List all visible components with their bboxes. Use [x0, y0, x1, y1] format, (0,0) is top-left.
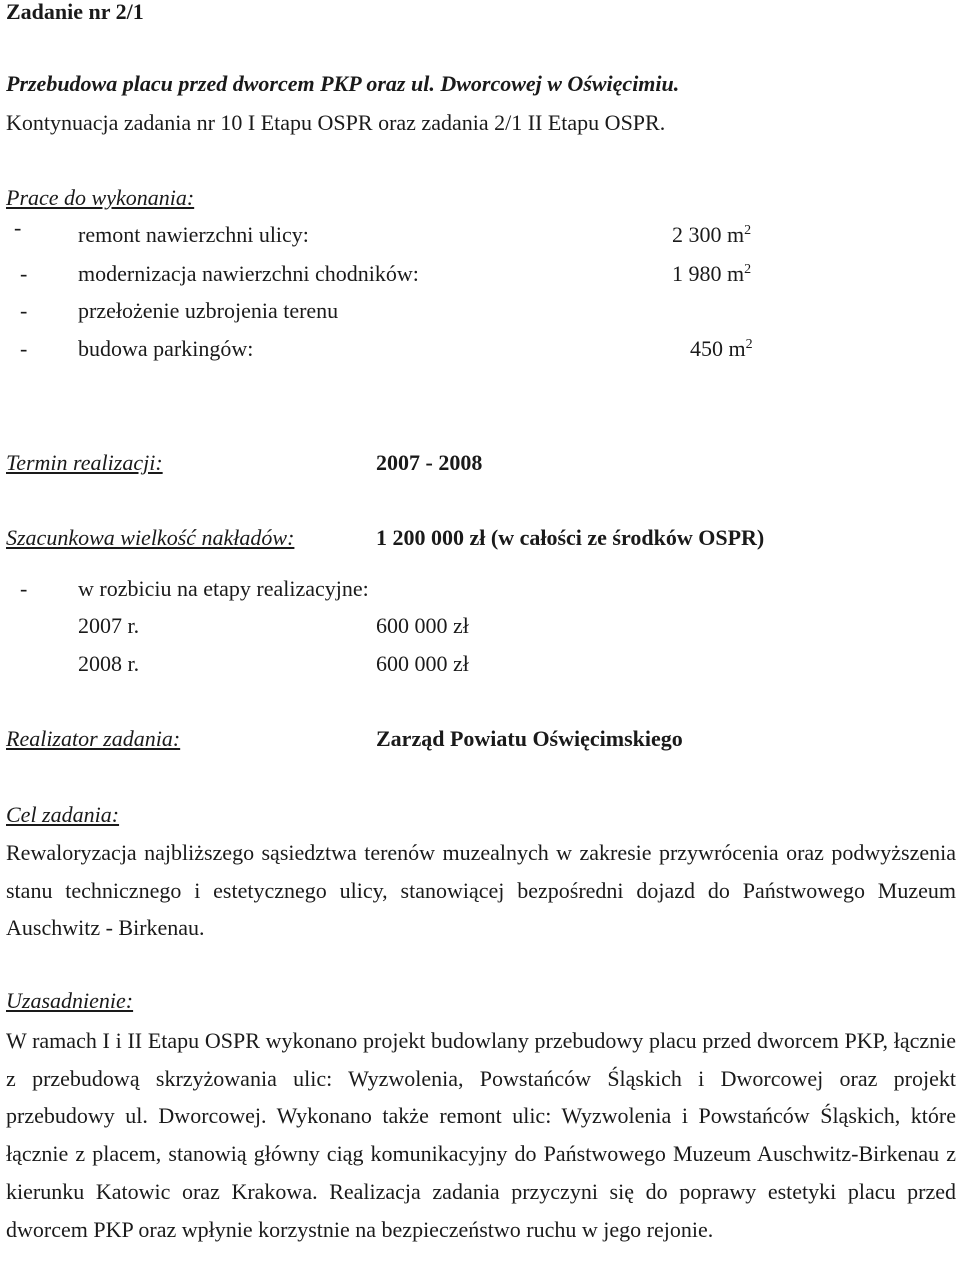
list-dash: -	[20, 576, 28, 601]
works-label: Prace do wykonania:	[6, 185, 195, 210]
breakdown-amount: 600 000 zł	[376, 651, 469, 676]
unit-superscript: 2	[745, 337, 753, 352]
executor-label: Realizator zadania:	[6, 726, 181, 751]
amount-value: 450 m	[690, 336, 746, 361]
continuation-note: Kontynuacja zadania nr 10 I Etapu OSPR oraz zadania 2/1 II Etapu OSPR.	[6, 110, 666, 135]
list-dash: -	[14, 215, 22, 240]
cost-row	[6, 524, 946, 552]
list-dash: -	[20, 298, 28, 323]
term-value: 2007 - 2008	[376, 450, 483, 475]
task-heading: Zadanie nr 2/1	[6, 0, 144, 24]
work-item-text: modernizacja nawierzchni chodników:	[78, 261, 419, 286]
amount-value: 1 980 m	[672, 261, 745, 286]
list-dash: -	[20, 336, 28, 361]
executor-row	[6, 725, 946, 753]
breakdown-amount: 600 000 zł	[376, 613, 469, 638]
goal-text: Rewaloryzacja najbliższego sąsiedztwa terenów muzealnych w zakresie przywrócenia oraz podwyższenia stanu technicznego i estetycznego ulicy, stanowiącej bezpośredni dojazd do Państwowego Muzeum Auschwitz - Birkenau.	[6, 840, 956, 941]
list-dash: -	[20, 261, 28, 286]
unit-superscript: 2	[744, 262, 752, 277]
term-row	[6, 449, 946, 477]
executor-value: Zarząd Powiatu Oświęcimskiego	[376, 726, 683, 751]
unit-superscript: 2	[744, 223, 752, 238]
term-label: Termin realizacji:	[6, 450, 163, 475]
work-item-text: budowa parkingów:	[78, 336, 254, 361]
work-item-amount	[672, 221, 751, 249]
work-item-amount	[690, 335, 753, 363]
justification-label: Uzasadnienie:	[6, 988, 134, 1013]
goal-label: Cel zadania:	[6, 802, 120, 827]
justification-text: W ramach I i II Etapu OSPR wykonano projekt budowlany przebudowy placu przed dworcem PKP, łącznie z przebudową skrzyżowania ulic: Wyzwolenia, Powstańców Śląskich i Dworcowej oraz projekt przebudowy ul. Dworcowej. Wykonano także remont ulic: Wyzwolenia i Powstańców Śląskich, które łącznie z placem, stanowią główny ciąg komunikacyjny do Państwowego Muzeum Auschwitz-Birkenau z kierunku Katowic oraz Krakowa. Realizacja zadania przyczyni się do poprawy estetyki placu przed dworcem PKP oraz wpłynie korzystnie na bezpieczeństwo ruchu w jego rejonie.	[6, 1028, 956, 1242]
work-item-text: przełożenie uzbrojenia terenu	[78, 298, 339, 323]
task-title: Przebudowa placu przed dworcem PKP oraz ul. Dworcowej w Oświęcimiu.	[6, 71, 680, 96]
work-item-text: remont nawierzchni ulicy:	[78, 222, 309, 247]
breakdown-label: w rozbiciu na etapy realizacyjne:	[78, 576, 369, 601]
cost-label: Szacunkowa wielkość nakładów:	[6, 525, 295, 550]
cost-value: 1 200 000 zł (w całości ze środków OSPR)	[376, 525, 765, 550]
breakdown-year: 2008 r.	[78, 651, 140, 676]
amount-value: 2 300 m	[672, 222, 745, 247]
work-item-amount	[672, 260, 751, 288]
breakdown-year: 2007 r.	[78, 613, 140, 638]
